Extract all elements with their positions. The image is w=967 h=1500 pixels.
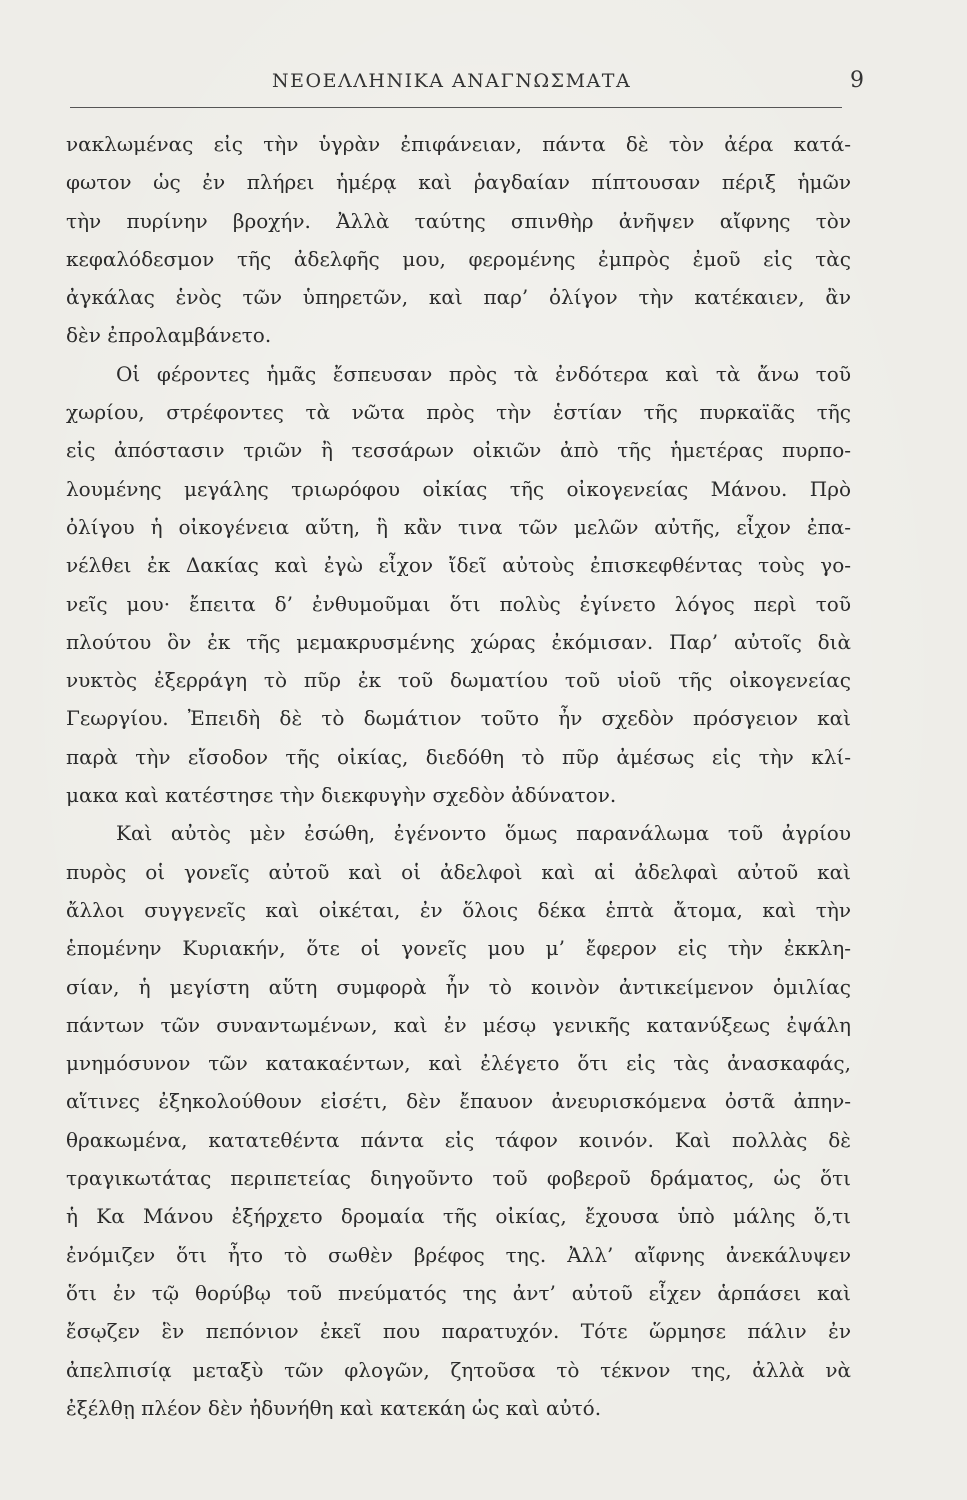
text-line: δὲν ἐπρολαμβάνετο. (66, 323, 272, 348)
text-line: μνημόσυνον τῶν κατακαέντων, καὶ ἐλέγετο ὅτι εἰς τὰς ἀνασκαφάς, (66, 1051, 851, 1076)
text-line: τραγικωτάτας περιπετείας διηγοῦντο τοῦ φοβεροῦ δράματος, ὡς ὅτι (66, 1166, 851, 1191)
text-line: νακλωμένας εἰς τὴν ὑγρὰν ἐπιφάνειαν, πάντα δὲ τὸν ἀέρα κατά- (66, 132, 851, 156)
text-line: πάντων τῶν συναντωμένων, καὶ ἐν μέσῳ γενικῆς κατανύξεως ἐψάλη (66, 1012, 851, 1037)
text-line: λουμένης μεγάλης τριωρόφου οἰκίας τῆς οἰκογενείας Μάνου. Πρὸ (66, 476, 851, 501)
text-line: ἄλλοι συγγενεῖς καὶ οἰκέται, ἐν ὅλοις δέκα ἑπτὰ ἄτομα, καὶ τὴν (66, 897, 851, 922)
text-line: αἵτινες ἐξηκολούθουν εἰσέτι, δὲν ἔπαυον ἀνευρισκόμενα ὀστᾶ ἀπην- (66, 1089, 851, 1114)
text-line: θρακωμένα, κατατεθέντα πάντα εἰς τάφον κοινόν. Καὶ πολλὰς δὲ (66, 1127, 851, 1152)
running-title: ΝΕΟΕΛΛΗΝΙΚΑ ΑΝΑΓΝΩΣΜΑΤΑ (272, 70, 632, 92)
page-number: 9 (850, 68, 864, 93)
text-line: παρὰ τὴν εἴσοδον τῆς οἰκίας, διεδόθη τὸ πῦρ ἀμέσως εἰς τὴν κλί- (66, 744, 851, 769)
text-line: Γεωργίου. Ἐπειδὴ δὲ τὸ δωμάτιον τοῦτο ἦν σχεδὸν πρόσγειον καὶ (66, 706, 851, 731)
text-line: ὅτι ἐν τῷ θορύβῳ τοῦ πνεύματός της ἀντ’ αὐτοῦ εἶχεν ἁρπάσει καὶ (66, 1280, 851, 1305)
page-header (60, 68, 864, 104)
text-line: ἀγκάλας ἑνὸς τῶν ὑπηρετῶν, καὶ παρ’ ὀλίγον τὴν κατέκαιεν, ἂν (66, 285, 851, 310)
text-line: εἰς ἀπόστασιν τριῶν ἢ τεσσάρων οἰκιῶν ἀπὸ τῆς ἡμετέρας πυρπο- (66, 438, 851, 463)
text-line: ἔσῳζεν ἓν πεπόνιον ἐκεῖ που παρατυχόν. Τότε ὥρμησε πάλιν ἐν (66, 1319, 851, 1344)
text-line: σίαν, ἡ μεγίστη αὕτη συμφορὰ ἦν τὸ κοινὸν ἀντικείμενον ὁμιλίας (66, 974, 851, 999)
text-line: κεφαλόδεσμον τῆς ἀδελφῆς μου, φερομένης ἐμπρὸς ἐμοῦ εἰς τὰς (66, 246, 851, 271)
text-line: ἑπομένην Κυριακήν, ὅτε οἱ γονεῖς μου μ’ ἔφερον εἰς τὴν ἐκκλη- (66, 936, 851, 961)
paragraph-start-line: Οἱ φέροντες ἡμᾶς ἔσπευσαν πρὸς τὰ ἐνδότερα καὶ τὰ ἄνω τοῦ (116, 361, 851, 386)
text-line: ἡ Κα Μάνου ἐξήρχετο δρομαία τῆς οἰκίας, ἔχουσα ὑπὸ μάλης ὅ,τι (66, 1204, 851, 1229)
body-text (66, 125, 851, 1427)
text-line: χωρίου, στρέφοντες τὰ νῶτα πρὸς τὴν ἑστίαν τῆς πυρκαϊᾶς τῆς (66, 400, 851, 425)
header-rule (70, 107, 842, 108)
text-line: φωτον ὡς ἐν πλήρει ἡμέρᾳ καὶ ῥαγδαίαν πίπτουσαν πέριξ ἡμῶν (66, 170, 851, 195)
text-line: νεῖς μου· ἔπειτα δ’ ἐνθυμοῦμαι ὅτι πολὺς ἐγίνετο λόγος περὶ τοῦ (66, 591, 851, 616)
paragraph-start-line: Καὶ αὐτὸς μὲν ἐσώθη, ἐγένοντο ὅμως παρανάλωμα τοῦ ἀγρίου (116, 821, 851, 846)
text-line: ὀλίγου ἡ οἰκογένεια αὕτη, ἣ κἂν τινα τῶν μελῶν αὐτῆς, εἶχον ἐπα- (66, 514, 851, 539)
text-line: πυρὸς οἱ γονεῖς αὐτοῦ καὶ οἱ ἀδελφοὶ καὶ αἱ ἀδελφαὶ αὐτοῦ καὶ (66, 859, 851, 884)
text-line: νέλθει ἐκ Δακίας καὶ ἐγὼ εἶχον ἴδεῖ αὐτοὺς ἐπισκεφθέντας τοὺς γο- (66, 553, 851, 578)
text-line: πλούτου ὃν ἐκ τῆς μεμακρυσμένης χώρας ἐκόμισαν. Παρ’ αὐτοῖς διὰ (66, 629, 851, 654)
text-line: μακα καὶ κατέστησε τὴν διεκφυγὴν σχεδὸν ἀδύνατον. (66, 783, 617, 808)
text-line: νυκτὸς ἐξερράγη τὸ πῦρ ἐκ τοῦ δωματίου τοῦ υἱοῦ τῆς οἰκογενείας (66, 668, 851, 693)
text-line: τὴν πυρίνην βροχήν. Ἀλλὰ ταύτης σπινθὴρ ἀνῆψεν αἴφνης τὸν (66, 208, 851, 233)
text-line: ἀπελπισίᾳ μεταξὺ τῶν φλογῶν, ζητοῦσα τὸ τέκνον της, ἀλλὰ νὰ (66, 1357, 851, 1382)
text-line: ἐνόμιζεν ὅτι ἦτο τὸ σωθὲν βρέφος της. Ἀλλ’ αἴφνης ἀνεκάλυψεν (66, 1242, 851, 1267)
text-line: ἐξέλθῃ πλέον δὲν ἠδυνήθη καὶ κατεκάη ὡς καὶ αὐτό. (66, 1395, 602, 1420)
